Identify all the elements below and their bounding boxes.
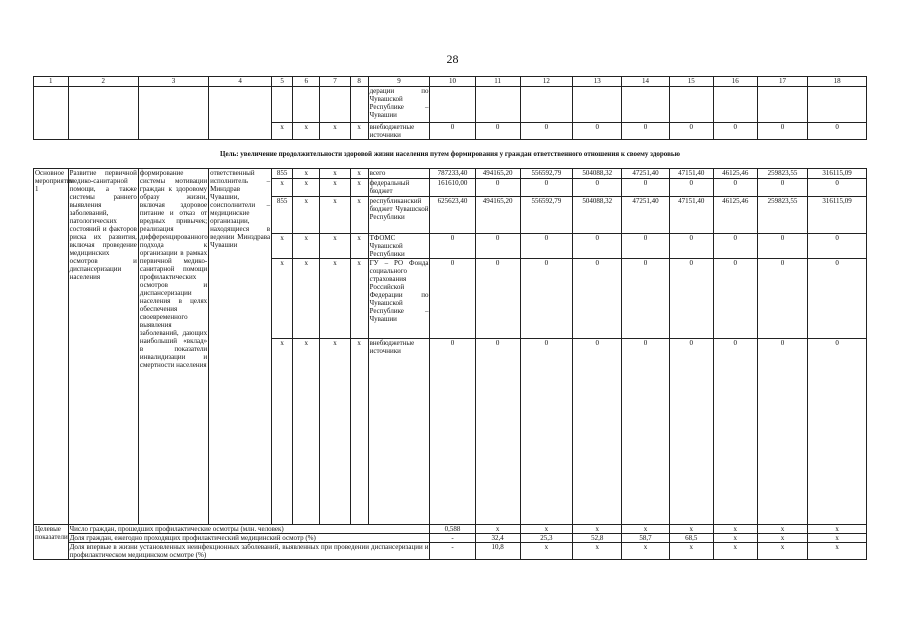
table-row	[34, 169, 867, 179]
table-cell: 0	[808, 179, 867, 197]
table-cell: х	[757, 543, 807, 560]
table-cell: 58,7	[622, 534, 669, 543]
table-cell: 0	[622, 339, 669, 525]
table-cell: 0	[573, 123, 622, 140]
table-cell: х	[622, 543, 669, 560]
header-cell: 10	[430, 77, 475, 87]
table-cell: х	[520, 543, 572, 560]
table-cell: 68,5	[669, 534, 713, 543]
table-cell: 259823,55	[757, 169, 807, 179]
header-cell: 11	[475, 77, 520, 87]
table-cell: 855	[272, 169, 293, 179]
table-cell: х	[350, 234, 368, 259]
table-cell: х	[350, 179, 368, 197]
table-cell: х	[293, 339, 320, 525]
header-cell: 2	[68, 77, 138, 87]
table-cell: 0	[669, 339, 713, 525]
event-tasks: формирование системы мотивации граждан к здоровому образу жизни, включая здоровое питание и отказ от вредных привычек; реализация дифференцированного подхода к организации в рамках первичной медико-санитарной помощи профилактических осмотров и диспансеризации населения в целях обеспечения своевременного выявления заболеваний, дающих наибольший «вклад» в показатели инвалидизации и смертности населения	[138, 169, 208, 525]
table-cell: 0	[713, 259, 757, 339]
table-cell: 0	[669, 259, 713, 339]
table-cell: 787233,40	[430, 169, 475, 179]
table-cell: 0	[713, 339, 757, 525]
table-cell: х	[713, 525, 757, 534]
header-cell: 5	[272, 77, 293, 87]
table-cell: 504088,32	[573, 197, 622, 234]
table-cell: -	[430, 534, 475, 543]
table-cell: х	[272, 259, 293, 339]
table-cell: х	[350, 339, 368, 525]
table-cell: х	[573, 543, 622, 560]
table-cell: 0	[520, 259, 572, 339]
table-cell: х	[293, 197, 320, 234]
table-cell: 556592,79	[520, 197, 572, 234]
table-cell: х	[757, 525, 807, 534]
table-cell: 494165,20	[475, 197, 520, 234]
funding-source: ГУ – РО Фонда социального страхования Российской Федерации по Чувашской Республике – Чувашии	[368, 259, 430, 339]
table-cell: 47251,40	[622, 197, 669, 234]
table-cell: 52,8	[573, 534, 622, 543]
header-cell: 18	[808, 77, 867, 87]
header-cell: 12	[520, 77, 572, 87]
table-cell: 504088,32	[573, 169, 622, 179]
table-cell: 0	[430, 259, 475, 339]
table-cell: 46125,46	[713, 169, 757, 179]
funding-source: внебюджетные источники	[368, 123, 430, 140]
event-name: Основное мероприятие 1	[34, 169, 69, 525]
header-cell: 14	[622, 77, 669, 87]
table-cell	[622, 87, 669, 123]
table-cell: 0	[475, 123, 520, 140]
table-cell: х	[293, 234, 320, 259]
table-cell: х	[272, 123, 293, 140]
table-cell: 0	[713, 179, 757, 197]
table-cell: 0	[669, 123, 713, 140]
header-cell: 4	[209, 77, 272, 87]
table-cell: х	[320, 179, 350, 197]
table-cell	[34, 87, 69, 140]
table-cell: 259823,55	[757, 197, 807, 234]
budget-table	[33, 76, 867, 560]
table-cell: х	[293, 259, 320, 339]
table-cell: 0	[573, 339, 622, 525]
table-cell: х	[272, 234, 293, 259]
table-cell: х	[669, 525, 713, 534]
table-cell: 0	[475, 179, 520, 197]
table-cell: 625623,40	[430, 197, 475, 234]
table-cell: х	[320, 123, 350, 140]
table-cell: 47151,40	[669, 169, 713, 179]
table-cell: х	[475, 525, 520, 534]
table-cell: 0	[430, 123, 475, 140]
header-cell: 15	[669, 77, 713, 87]
table-cell: 0	[622, 259, 669, 339]
header-cell: 9	[368, 77, 430, 87]
table-cell: 0	[808, 123, 867, 140]
table-cell: х	[622, 525, 669, 534]
table-cell: х	[713, 543, 757, 560]
table-cell: 0	[757, 123, 807, 140]
event-executor: ответственный исполнитель – Минздрав Чувашии, соисполнители – медицинские организации, находящиеся в ведении Минздрава Чувашии	[209, 169, 272, 525]
goal-text: Цель: увеличение продолжительности здоровой жизни населения путем формирования у граждан ответственного отношения к своему здоровью	[34, 140, 867, 169]
table-cell: 0	[430, 234, 475, 259]
table-cell: х	[293, 169, 320, 179]
header-cell: 7	[320, 77, 350, 87]
table-cell	[138, 87, 208, 140]
table-cell: 0	[757, 179, 807, 197]
table-cell: х	[669, 543, 713, 560]
table-cell: 0	[475, 234, 520, 259]
table-cell: 46125,46	[713, 197, 757, 234]
table-cell: 0	[757, 339, 807, 525]
table-cell	[350, 87, 368, 123]
table-cell: 0	[622, 123, 669, 140]
table-cell: 0	[713, 234, 757, 259]
funding-source: внебюджетные источники	[368, 339, 430, 525]
funding-source: ТФОМС Чувашской Республики	[368, 234, 430, 259]
table-cell: 0	[520, 123, 572, 140]
table-cell: 0	[573, 179, 622, 197]
table-cell: 32,4	[475, 534, 520, 543]
table-cell: х	[350, 123, 368, 140]
indicator-text: Доля впервые в жизни установленных неинфекционных заболеваний, выявленных при проведении диспансеризации и профилактическом медицинском осмотре (%)	[69, 543, 429, 559]
indicator-text: Число граждан, прошедших профилактические осмотры (млн. человек)	[68, 525, 430, 534]
table-cell: 0	[475, 339, 520, 525]
table-cell: 0	[622, 234, 669, 259]
table-cell: 47151,40	[669, 197, 713, 234]
table-cell	[209, 87, 272, 140]
table-cell: 0	[808, 259, 867, 339]
table-cell: 0	[573, 259, 622, 339]
header-cell: 6	[293, 77, 320, 87]
indicator-row	[34, 543, 867, 560]
table-cell	[68, 87, 138, 140]
table-cell: 855	[272, 197, 293, 234]
indicator-text: Доля граждан, ежегодно проходящих профилактический медицинский осмотр (%)	[68, 534, 430, 543]
table-cell: 0	[520, 234, 572, 259]
funding-source: всего	[368, 169, 430, 179]
table-cell: 47251,40	[622, 169, 669, 179]
table-cell: 0	[808, 339, 867, 525]
indicator-row	[34, 525, 867, 534]
table-cell: 0	[669, 234, 713, 259]
table-cell: х	[272, 339, 293, 525]
table-cell: х	[320, 234, 350, 259]
table-cell: х	[808, 534, 867, 543]
table-cell: 0	[520, 339, 572, 525]
table-cell: 0,588	[430, 525, 475, 534]
table-cell: 0	[757, 234, 807, 259]
header-row	[34, 77, 867, 87]
header-cell: 3	[138, 77, 208, 87]
header-cell: 1	[34, 77, 69, 87]
table-cell: х	[293, 123, 320, 140]
header-cell: 17	[757, 77, 807, 87]
table-cell: 0	[475, 259, 520, 339]
funding-source: дерации по Чувашской Республике – Чувашии	[368, 87, 430, 123]
table-cell: х	[808, 543, 867, 560]
table-cell	[272, 87, 293, 123]
table-cell: 25,3	[520, 534, 572, 543]
table-cell: 0	[669, 179, 713, 197]
funding-source: республиканский бюджет Чувашской Республики	[368, 197, 430, 234]
table-cell: 316115,09	[808, 197, 867, 234]
table-cell	[293, 87, 320, 123]
table-cell	[430, 87, 475, 123]
table-cell: х	[350, 259, 368, 339]
table-cell: 161610,00	[430, 179, 475, 197]
table-cell: 0	[573, 234, 622, 259]
table-cell: х	[713, 534, 757, 543]
page-number: 28	[446, 52, 459, 66]
table-cell: х	[320, 197, 350, 234]
table-cell: х	[320, 169, 350, 179]
table-cell	[669, 87, 713, 123]
funding-source: федеральный бюджет	[368, 179, 430, 197]
table-cell: х	[573, 525, 622, 534]
header-cell: 13	[573, 77, 622, 87]
table-cell: 556592,79	[520, 169, 572, 179]
header-cell: 8	[350, 77, 368, 87]
table-cell: х	[520, 525, 572, 534]
table-cell: 0	[520, 179, 572, 197]
indicator-row	[34, 534, 867, 543]
table-cell: 10,8	[475, 543, 520, 560]
table-cell	[757, 87, 807, 123]
table-cell: 0	[713, 123, 757, 140]
table-cell: х	[272, 179, 293, 197]
table-cell	[808, 87, 867, 123]
header-cell: 16	[713, 77, 757, 87]
table-cell	[320, 87, 350, 123]
table-cell	[713, 87, 757, 123]
table-cell: х	[350, 197, 368, 234]
indicators-label: Целевые показатели	[34, 525, 69, 560]
table-cell	[573, 87, 622, 123]
table-cell	[475, 87, 520, 123]
table-row	[34, 87, 867, 123]
table-cell: 494165,20	[475, 169, 520, 179]
table-cell: х	[293, 179, 320, 197]
table-cell: х	[808, 525, 867, 534]
event-description: Развитие первичной медико-санитарной помощи, а также системы раннего выявления заболеваний, патологических состояний и факторов риска их развития, включая проведение медицинских осмотров и диспансеризации населения	[68, 169, 138, 525]
table-cell: 0	[622, 179, 669, 197]
table-cell: 0	[757, 259, 807, 339]
budget-table-document	[33, 76, 867, 560]
table-cell: -	[430, 543, 475, 560]
table-cell: 316115,09	[808, 169, 867, 179]
table-cell: х	[320, 259, 350, 339]
table-cell: х	[757, 534, 807, 543]
table-cell: 0	[430, 339, 475, 525]
table-cell	[520, 87, 572, 123]
table-cell: 0	[808, 234, 867, 259]
table-cell: х	[320, 339, 350, 525]
table-cell: х	[350, 169, 368, 179]
goal-row	[34, 140, 867, 169]
